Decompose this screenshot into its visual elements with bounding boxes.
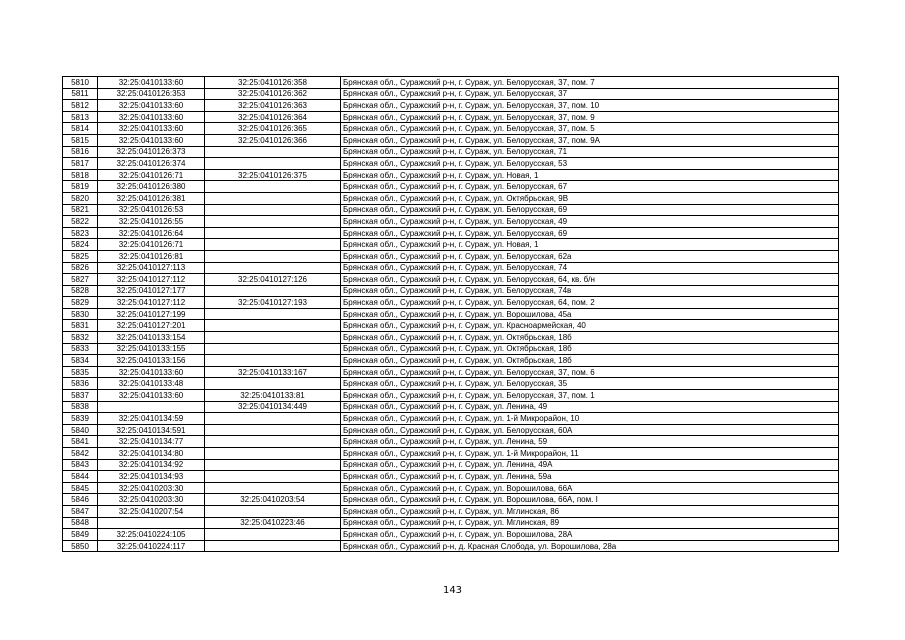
- row-number-cell: 5816: [63, 146, 98, 158]
- related-cadastral-number-cell: 32:25:0410127:126: [205, 274, 341, 286]
- cadastral-number-cell: 32:25:0410133:155: [98, 343, 205, 355]
- table-row: [63, 100, 839, 112]
- cadastral-number-cell: 32:25:0410126:353: [98, 88, 205, 100]
- related-cadastral-number-cell: 32:25:0410126:358: [205, 77, 341, 89]
- related-cadastral-number-cell: [205, 320, 341, 332]
- related-cadastral-number-cell: 32:25:0410127:193: [205, 297, 341, 309]
- address-cell: Брянская обл., Суражский р-н, г. Сураж, ул. Белорусская, 60А: [341, 424, 839, 436]
- cadastral-number-cell: 32:25:0410126:71: [98, 169, 205, 181]
- cadastral-number-cell: 32:25:0410127:177: [98, 285, 205, 297]
- row-number-cell: 5820: [63, 192, 98, 204]
- table-row: [63, 123, 839, 135]
- cadastral-number-cell: 32:25:0410127:199: [98, 308, 205, 320]
- address-cell: Брянская обл., Суражский р-н, г. Сураж, ул. Белорусская, 69: [341, 204, 839, 216]
- related-cadastral-number-cell: [205, 343, 341, 355]
- cadastral-number-cell: 32:25:0410126:381: [98, 192, 205, 204]
- related-cadastral-number-cell: [205, 285, 341, 297]
- address-cell: Брянская обл., Суражский р-н, г. Сураж, ул. Ленина, 59: [341, 436, 839, 448]
- cadastral-number-cell: 32:25:0410126:53: [98, 204, 205, 216]
- related-cadastral-number-cell: [205, 204, 341, 216]
- row-number-cell: 5849: [63, 529, 98, 541]
- cadastral-number-cell: 32:25:0410127:201: [98, 320, 205, 332]
- row-number-cell: 5829: [63, 297, 98, 309]
- cadastral-number-cell: 32:25:0410133:60: [98, 134, 205, 146]
- table-row: [63, 482, 839, 494]
- related-cadastral-number-cell: 32:25:0410223:46: [205, 517, 341, 529]
- row-number-cell: 5838: [63, 401, 98, 413]
- cadastral-number-cell: 32:25:0410126:64: [98, 227, 205, 239]
- address-cell: Брянская обл., Суражский р-н, г. Сураж, ул. Белорусская, 37: [341, 88, 839, 100]
- table-row: [63, 192, 839, 204]
- table-row: [63, 169, 839, 181]
- row-number-cell: 5847: [63, 505, 98, 517]
- address-cell: Брянская обл., Суражский р-н, г. Сураж, ул. Красноармейская, 40: [341, 320, 839, 332]
- address-cell: Брянская обл., Суражский р-н, г. Сураж, ул. Новая, 1: [341, 239, 839, 251]
- row-number-cell: 5848: [63, 517, 98, 529]
- row-number-cell: 5813: [63, 111, 98, 123]
- related-cadastral-number-cell: 32:25:0410126:366: [205, 134, 341, 146]
- row-number-cell: 5819: [63, 181, 98, 193]
- related-cadastral-number-cell: [205, 448, 341, 460]
- row-number-cell: 5845: [63, 482, 98, 494]
- table-row: [63, 285, 839, 297]
- table-row: [63, 332, 839, 344]
- address-cell: Брянская обл., Суражский р-н, г. Сураж, ул. Белорусская, 64, пом. 2: [341, 297, 839, 309]
- cadastral-number-cell: [98, 517, 205, 529]
- table-row: [63, 216, 839, 228]
- cadastral-number-cell: 32:25:0410126:380: [98, 181, 205, 193]
- table-row: [63, 320, 839, 332]
- cadastral-number-cell: 32:25:0410133:60: [98, 77, 205, 89]
- table-row: [63, 424, 839, 436]
- register-table: [62, 76, 839, 552]
- address-cell: Брянская обл., Суражский р-н, г. Сураж, ул. 1-й Микрорайон, 10: [341, 413, 839, 425]
- related-cadastral-number-cell: [205, 308, 341, 320]
- address-cell: Брянская обл., Суражский р-н, г. Сураж, ул. Октябрьская, 9В: [341, 192, 839, 204]
- related-cadastral-number-cell: [205, 424, 341, 436]
- cadastral-number-cell: 32:25:0410133:156: [98, 355, 205, 367]
- cadastral-number-cell: 32:25:0410127:112: [98, 274, 205, 286]
- address-cell: Брянская обл., Суражский р-н, г. Сураж, ул. Октябрьская, 18б: [341, 355, 839, 367]
- cadastral-number-cell: 32:25:0410134:59: [98, 413, 205, 425]
- table-row: [63, 390, 839, 402]
- address-cell: Брянская обл., Суражский р-н, г. Сураж, ул. Мглинская, 86: [341, 505, 839, 517]
- row-number-cell: 5814: [63, 123, 98, 135]
- table-row: [63, 181, 839, 193]
- related-cadastral-number-cell: [205, 262, 341, 274]
- related-cadastral-number-cell: [205, 181, 341, 193]
- row-number-cell: 5841: [63, 436, 98, 448]
- row-number-cell: 5818: [63, 169, 98, 181]
- related-cadastral-number-cell: 32:25:0410126:375: [205, 169, 341, 181]
- related-cadastral-number-cell: [205, 529, 341, 541]
- cadastral-number-cell: 32:25:0410127:113: [98, 262, 205, 274]
- address-cell: Брянская обл., Суражский р-н, г. Сураж, ул. Белорусская, 35: [341, 378, 839, 390]
- cadastral-number-cell: 32:25:0410134:591: [98, 424, 205, 436]
- related-cadastral-number-cell: [205, 192, 341, 204]
- table-row: [63, 262, 839, 274]
- row-number-cell: 5824: [63, 239, 98, 251]
- row-number-cell: 5836: [63, 378, 98, 390]
- cadastral-number-cell: 32:25:0410133:60: [98, 390, 205, 402]
- address-cell: Брянская обл., Суражский р-н, г. Сураж, ул. Белорусская, 37, пом. 7: [341, 77, 839, 89]
- address-cell: Брянская обл., Суражский р-н, г. Сураж, ул. Белорусская, 67: [341, 181, 839, 193]
- row-number-cell: 5832: [63, 332, 98, 344]
- table-row: [63, 517, 839, 529]
- row-number-cell: 5850: [63, 540, 98, 552]
- cadastral-number-cell: 32:25:0410134:77: [98, 436, 205, 448]
- table-row: [63, 158, 839, 170]
- related-cadastral-number-cell: [205, 227, 341, 239]
- table-row: [63, 471, 839, 483]
- table-row: [63, 146, 839, 158]
- table-row: [63, 413, 839, 425]
- table-row: [63, 343, 839, 355]
- related-cadastral-number-cell: 32:25:0410134:449: [205, 401, 341, 413]
- row-number-cell: 5834: [63, 355, 98, 367]
- address-cell: Брянская обл., Суражский р-н, г. Сураж, ул. Белорусская, 37, пом. 10: [341, 100, 839, 112]
- row-number-cell: 5815: [63, 134, 98, 146]
- cadastral-number-cell: 32:25:0410133:48: [98, 378, 205, 390]
- row-number-cell: 5846: [63, 494, 98, 506]
- cadastral-number-cell: 32:25:0410134:93: [98, 471, 205, 483]
- table-row: [63, 448, 839, 460]
- address-cell: Брянская обл., Суражский р-н, г. Сураж, ул. Ленина, 49А: [341, 459, 839, 471]
- row-number-cell: 5822: [63, 216, 98, 228]
- related-cadastral-number-cell: [205, 436, 341, 448]
- table-row: [63, 111, 839, 123]
- row-number-cell: 5810: [63, 77, 98, 89]
- address-cell: Брянская обл., Суражский р-н, г. Сураж, ул. 1-й Микрорайон, 11: [341, 448, 839, 460]
- table-row: [63, 366, 839, 378]
- row-number-cell: 5831: [63, 320, 98, 332]
- address-cell: Брянская обл., Суражский р-н, г. Сураж, ул. Белорусская, 53: [341, 158, 839, 170]
- address-cell: Брянская обл., Суражский р-н, г. Сураж, ул. Ворошилова, 45а: [341, 308, 839, 320]
- table-row: [63, 274, 839, 286]
- address-cell: Брянская обл., Суражский р-н, г. Сураж, ул. Белорусская, 37, пом. 1: [341, 390, 839, 402]
- address-cell: Брянская обл., Суражский р-н, г. Сураж, ул. Белорусская, 49: [341, 216, 839, 228]
- cadastral-number-cell: [98, 401, 205, 413]
- address-cell: Брянская обл., Суражский р-н, г. Сураж, ул. Белорусская, 37, пом. 9: [341, 111, 839, 123]
- address-cell: Брянская обл., Суражский р-н, г. Сураж, ул. Белорусская, 69: [341, 227, 839, 239]
- register-table-body: [63, 77, 839, 552]
- table-row: [63, 204, 839, 216]
- cadastral-number-cell: 32:25:0410126:374: [98, 158, 205, 170]
- related-cadastral-number-cell: [205, 505, 341, 517]
- table-row: [63, 227, 839, 239]
- address-cell: Брянская обл., Суражский р-н, г. Сураж, ул. Новая, 1: [341, 169, 839, 181]
- cadastral-number-cell: 32:25:0410133:60: [98, 366, 205, 378]
- cadastral-number-cell: 32:25:0410203:30: [98, 494, 205, 506]
- address-cell: Брянская обл., Суражский р-н, г. Сураж, ул. Белорусская, 74в: [341, 285, 839, 297]
- cadastral-number-cell: 32:25:0410133:60: [98, 100, 205, 112]
- address-cell: Брянская обл., Суражский р-н, г. Сураж, ул. Ленина, 59а: [341, 471, 839, 483]
- related-cadastral-number-cell: 32:25:0410133:167: [205, 366, 341, 378]
- cadastral-number-cell: 32:25:0410224:105: [98, 529, 205, 541]
- related-cadastral-number-cell: [205, 378, 341, 390]
- cadastral-number-cell: 32:25:0410203:30: [98, 482, 205, 494]
- related-cadastral-number-cell: 32:25:0410126:364: [205, 111, 341, 123]
- row-number-cell: 5835: [63, 366, 98, 378]
- address-cell: Брянская обл., Суражский р-н, г. Сураж, ул. Мглинская, 89: [341, 517, 839, 529]
- table-row: [63, 494, 839, 506]
- address-cell: Брянская обл., Суражский р-н, г. Сураж, ул. Ворошилова, 66А: [341, 482, 839, 494]
- row-number-cell: 5817: [63, 158, 98, 170]
- related-cadastral-number-cell: [205, 239, 341, 251]
- cadastral-number-cell: 32:25:0410134:80: [98, 448, 205, 460]
- address-cell: Брянская обл., Суражский р-н, г. Сураж, ул. Ленина, 49: [341, 401, 839, 413]
- row-number-cell: 5837: [63, 390, 98, 402]
- cadastral-number-cell: 32:25:0410133:60: [98, 111, 205, 123]
- address-cell: Брянская обл., Суражский р-н, г. Сураж, ул. Белорусская, 74: [341, 262, 839, 274]
- row-number-cell: 5828: [63, 285, 98, 297]
- related-cadastral-number-cell: [205, 471, 341, 483]
- table-row: [63, 540, 839, 552]
- cadastral-number-cell: 32:25:0410133:60: [98, 123, 205, 135]
- table-row: [63, 355, 839, 367]
- related-cadastral-number-cell: [205, 540, 341, 552]
- cadastral-number-cell: 32:25:0410207:54: [98, 505, 205, 517]
- cadastral-number-cell: 32:25:0410127:112: [98, 297, 205, 309]
- table-row: [63, 88, 839, 100]
- row-number-cell: 5842: [63, 448, 98, 460]
- address-cell: Брянская обл., Суражский р-н, г. Сураж, ул. Ворошилова, 66А, пом. I: [341, 494, 839, 506]
- address-cell: Брянская обл., Суражский р-н, г. Сураж, ул. Белорусская, 37, пом. 9А: [341, 134, 839, 146]
- row-number-cell: 5821: [63, 204, 98, 216]
- address-cell: Брянская обл., Суражский р-н, г. Сураж, ул. Белорусская, 71: [341, 146, 839, 158]
- table-row: [63, 401, 839, 413]
- cadastral-number-cell: 32:25:0410126:81: [98, 250, 205, 262]
- cadastral-number-cell: 32:25:0410126:373: [98, 146, 205, 158]
- row-number-cell: 5839: [63, 413, 98, 425]
- table-row: [63, 459, 839, 471]
- address-cell: Брянская обл., Суражский р-н, г. Сураж, ул. Октябрьская, 18б: [341, 332, 839, 344]
- cadastral-number-cell: 32:25:0410126:71: [98, 239, 205, 251]
- related-cadastral-number-cell: [205, 459, 341, 471]
- row-number-cell: 5823: [63, 227, 98, 239]
- table-row: [63, 77, 839, 89]
- table-row: [63, 308, 839, 320]
- row-number-cell: 5844: [63, 471, 98, 483]
- page-number: 143: [442, 585, 463, 596]
- row-number-cell: 5825: [63, 250, 98, 262]
- related-cadastral-number-cell: [205, 250, 341, 262]
- address-cell: Брянская обл., Суражский р-н, г. Сураж, ул. Белорусская, 64, кв. б/н: [341, 274, 839, 286]
- row-number-cell: 5826: [63, 262, 98, 274]
- address-cell: Брянская обл., Суражский р-н, г. Сураж, ул. Белорусская, 62а: [341, 250, 839, 262]
- related-cadastral-number-cell: [205, 355, 341, 367]
- cadastral-number-cell: 32:25:0410224:117: [98, 540, 205, 552]
- table-row: [63, 297, 839, 309]
- cadastral-number-cell: 32:25:0410126:55: [98, 216, 205, 228]
- table-row: [63, 529, 839, 541]
- related-cadastral-number-cell: 32:25:0410126:363: [205, 100, 341, 112]
- row-number-cell: 5833: [63, 343, 98, 355]
- row-number-cell: 5840: [63, 424, 98, 436]
- row-number-cell: 5843: [63, 459, 98, 471]
- related-cadastral-number-cell: 32:25:0410133:81: [205, 390, 341, 402]
- related-cadastral-number-cell: [205, 216, 341, 228]
- cadastral-number-cell: 32:25:0410134:92: [98, 459, 205, 471]
- cadastral-number-cell: 32:25:0410133:154: [98, 332, 205, 344]
- address-cell: Брянская обл., Суражский р-н, д. Красная Слобода, ул. Ворошилова, 28а: [341, 540, 839, 552]
- table-row: [63, 436, 839, 448]
- table-row: [63, 378, 839, 390]
- table-row: [63, 239, 839, 251]
- related-cadastral-number-cell: [205, 332, 341, 344]
- related-cadastral-number-cell: [205, 158, 341, 170]
- related-cadastral-number-cell: 32:25:0410203:54: [205, 494, 341, 506]
- related-cadastral-number-cell: [205, 146, 341, 158]
- address-cell: Брянская обл., Суражский р-н, г. Сураж, ул. Ворошилова, 28А: [341, 529, 839, 541]
- table-row: [63, 505, 839, 517]
- table-row: [63, 134, 839, 146]
- address-cell: Брянская обл., Суражский р-н, г. Сураж, ул. Октябрьская, 18б: [341, 343, 839, 355]
- table-row: [63, 250, 839, 262]
- related-cadastral-number-cell: 32:25:0410126:362: [205, 88, 341, 100]
- row-number-cell: 5812: [63, 100, 98, 112]
- row-number-cell: 5811: [63, 88, 98, 100]
- related-cadastral-number-cell: [205, 482, 341, 494]
- related-cadastral-number-cell: [205, 413, 341, 425]
- related-cadastral-number-cell: 32:25:0410126:365: [205, 123, 341, 135]
- address-cell: Брянская обл., Суражский р-н, г. Сураж, ул. Белорусская, 37, пом. 5: [341, 123, 839, 135]
- address-cell: Брянская обл., Суражский р-н, г. Сураж, ул. Белорусская, 37, пом. 6: [341, 366, 839, 378]
- row-number-cell: 5827: [63, 274, 98, 286]
- row-number-cell: 5830: [63, 308, 98, 320]
